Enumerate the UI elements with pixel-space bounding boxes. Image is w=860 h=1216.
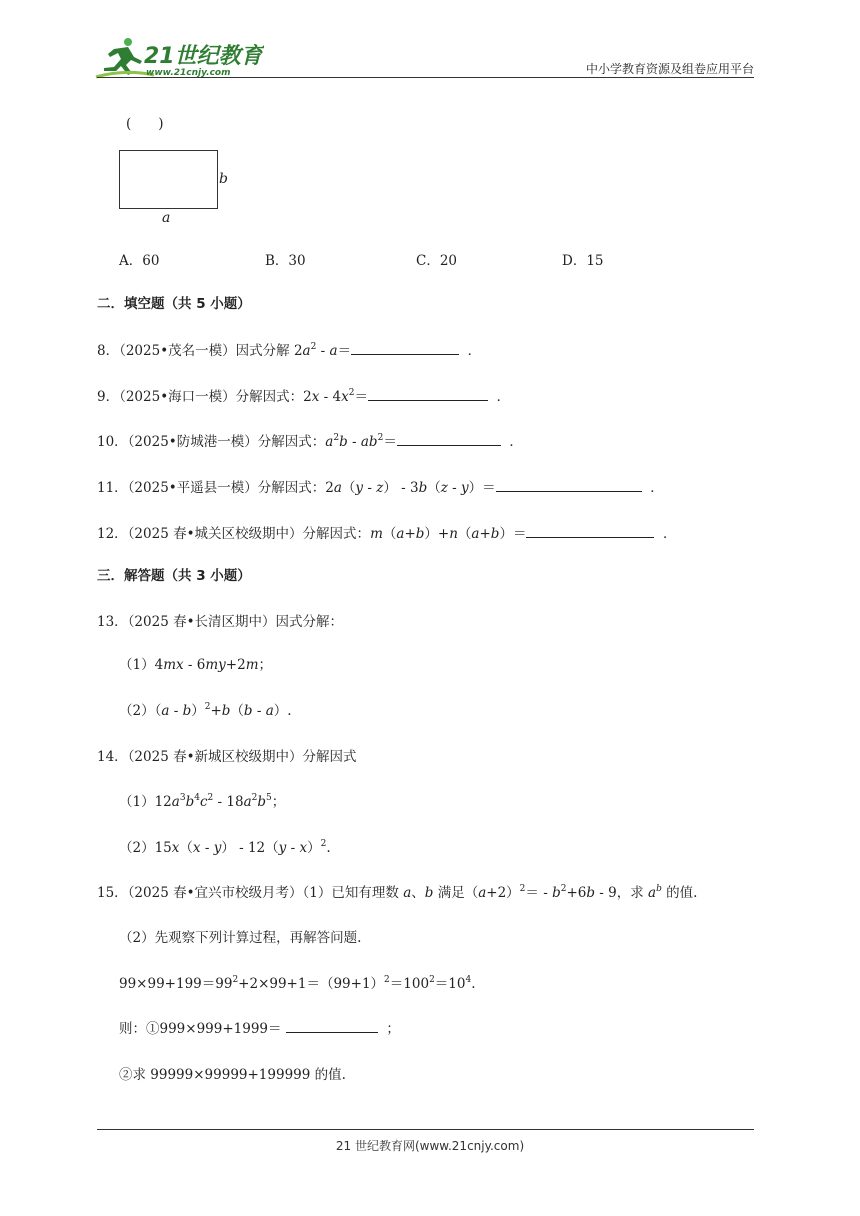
q10-answer-blank[interactable] <box>397 433 501 446</box>
q13-number: 13． <box>97 614 128 630</box>
q10-number: 10． <box>97 434 128 450</box>
question-8: 8．（2025•茂名一模）因式分解 $2a^2 - a=$ ． <box>97 342 482 359</box>
q13-part-2: （2）（a - b）$^2$+b（b - a）. <box>119 702 292 719</box>
footer-text: 21 世纪教育网(www.21cnjy.com) <box>335 1139 525 1153</box>
q12-answer-blank[interactable] <box>526 525 654 538</box>
q9-equals: ＝ <box>354 389 368 405</box>
q7-option-b: B．30 <box>265 253 306 269</box>
q7-answer-paren: ( ) <box>126 116 164 132</box>
var-x: x <box>311 389 320 405</box>
q7-option-d: D．15 <box>562 253 604 269</box>
q8-answer-blank[interactable] <box>351 342 459 355</box>
q8-minus: - <box>316 343 330 359</box>
q14-source: （2025 春•新城区校级期中）分解因式 <box>127 749 357 765</box>
q15-number: 15． <box>97 885 128 901</box>
q9-answer-blank[interactable] <box>368 388 488 401</box>
header-divider <box>97 77 754 78</box>
q15-part-2: （2）先观察下列计算过程，再解答问题. <box>119 930 362 946</box>
question-11: 11．（2025•平遥县一模）分解因式：2a（y - z） - 3b（z - y）＝ ． <box>97 480 664 496</box>
q8-source: （2025•茂名一模）因式分解 2 <box>119 343 303 359</box>
q15-answer-blank[interactable] <box>286 1020 378 1033</box>
var-x: x <box>341 389 349 405</box>
logo-url: www.21cnjy.com <box>146 68 231 78</box>
rectangle-figure <box>119 150 218 209</box>
logo-text: 21世纪教育 <box>144 44 263 69</box>
q9-source: （2025•海口一模）分解因式：2 <box>119 389 312 405</box>
q8-number: 8． <box>97 343 120 359</box>
q13-part-1: （1）4mx - 6my+2m； <box>119 657 272 673</box>
question-14 <box>97 745 357 765</box>
q7-option-a: A．60 <box>119 253 160 269</box>
q13-source: （2025 春•长清区期中）因式分解： <box>127 614 344 630</box>
footer-divider <box>97 1129 754 1130</box>
figure-label-b: b <box>219 171 228 187</box>
var-a: a <box>329 343 338 359</box>
q11-number: 11． <box>97 480 128 496</box>
part-label: （2） <box>119 703 155 719</box>
q12-source: （2025 春•城关区校级期中）分解因式： <box>127 526 371 542</box>
q15-example: $99\times 99+199=99^2+2\times 99+1=(99+1)^2=100^2=10^4$. <box>119 975 476 992</box>
q14-part-2: （2）15x（x - y） - 12（y - x）$^2$. <box>119 839 331 856</box>
section-title-solve: 三．解答题（共 3 小题） <box>97 568 251 584</box>
q7-option-c: C．20 <box>416 253 458 269</box>
part-label: （1） <box>119 657 155 673</box>
q10-source: （2025•防城港一模）分解因式： <box>127 434 326 450</box>
q15-last: ②求 99999×99999+199999 的值. <box>119 1067 346 1083</box>
q9-number: 9． <box>97 389 120 405</box>
q12-number: 12． <box>97 526 128 542</box>
question-9: 9．（2025•海口一模）分解因式：$2x - 4x^2=$ ． <box>97 388 511 405</box>
q15-source: （2025 春•宜兴市校级月考）（1）已知有理数 <box>127 885 399 901</box>
section-title-fill-blank: 二．填空题（共 5 小题） <box>97 296 251 312</box>
q15-then: 则：①999×999+1999＝ ； <box>119 1021 400 1037</box>
q8-equals: ＝ <box>337 343 352 359</box>
figure-label-a: a <box>162 210 171 226</box>
q14-part-1: $(1)12a^3b^4c^2 - 18a^2b^5$； <box>119 793 286 810</box>
question-15: 15．（2025 春•宜兴市校级月考）（1）已知有理数 a、b 满足$(a+2)^2= - b^2+6b - 9$，求 $a^b$ 的值. <box>97 884 698 901</box>
question-13 <box>97 610 343 630</box>
question-12: 12．（2025 春•城关区校级期中）分解因式：m（a+b）+n（a+b）＝ ． <box>97 526 677 542</box>
q11-answer-blank[interactable] <box>496 479 642 492</box>
var-a: a <box>302 343 311 359</box>
site-logo <box>94 35 264 79</box>
q14-number: 14． <box>97 749 128 765</box>
platform-name: 中小学教育资源及组卷应用平台 <box>585 62 754 76</box>
part-label: （1） <box>119 794 155 810</box>
question-10: 10．（2025•防城港一模）分解因式：$a^2b - ab^2=$ ． <box>97 433 523 450</box>
q15-then-text: 则：①999×999+1999＝ <box>119 1021 282 1037</box>
q9-mid: - 4 <box>319 389 342 405</box>
part-label: （2） <box>119 840 155 856</box>
q11-source: （2025•平遥县一模）分解因式： <box>127 480 326 496</box>
